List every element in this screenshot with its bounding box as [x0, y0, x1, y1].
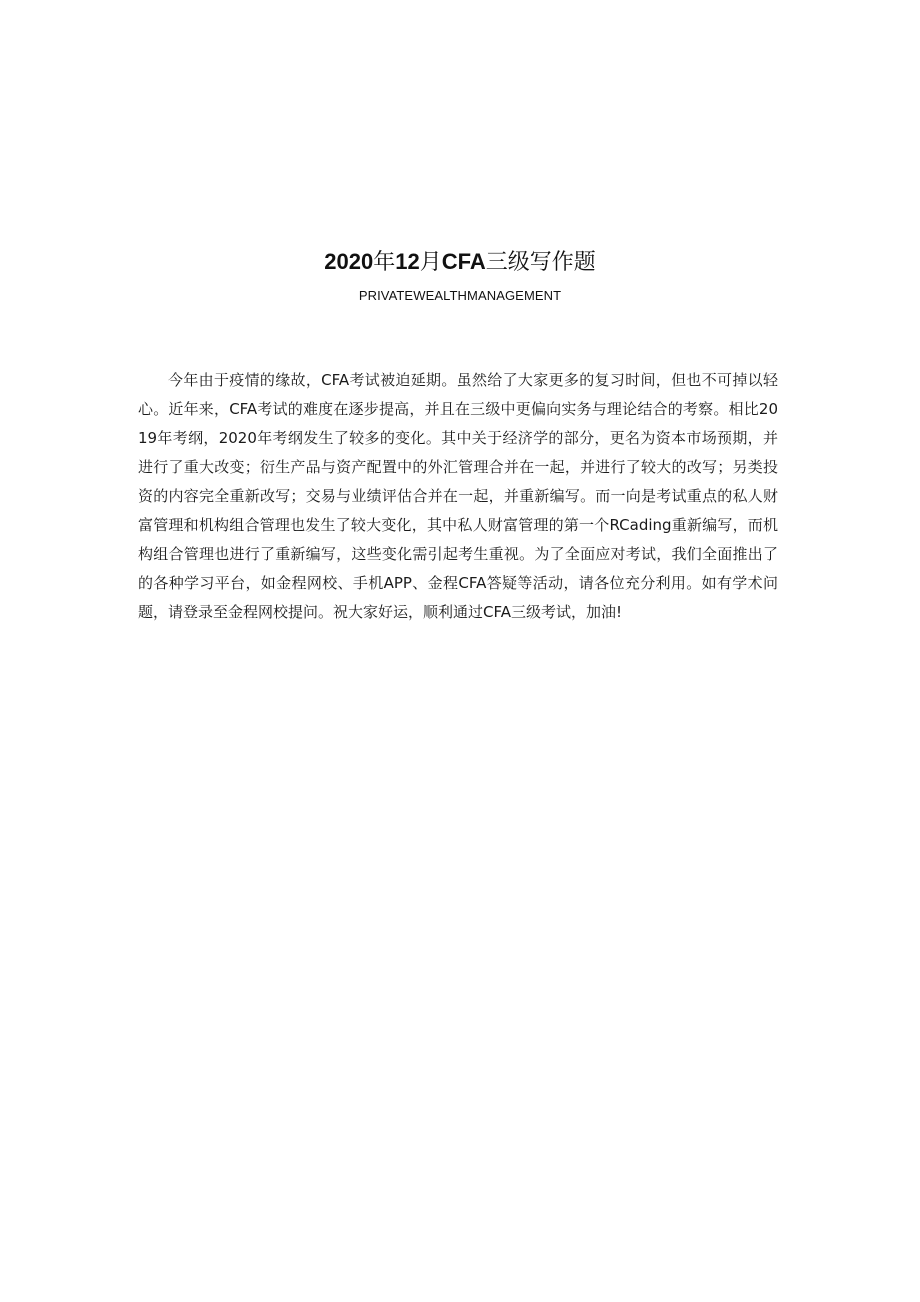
title-year-unit: 年 [373, 250, 396, 275]
title-rest: 三级写作题 [485, 250, 596, 275]
title-month-unit: 月 [419, 250, 442, 275]
title-year: 2020 [324, 249, 374, 274]
document-subtitle: PRIVATEWEALTHMANAGEMENT [358, 288, 562, 303]
document-title [0, 246, 920, 279]
body-paragraph: 今年由于疫情的缘故，CFA考试被迫延期。虽然给了大家更多的复习时间，但也不可掉以轻心。近年来，CFA考试的难度在逐步提高，并且在三级中更偏向实务与理论结合的考察。相比2019年考纲，2020年考纲发生了较多的变化。其中关于经济学的部分，更名为资本市场预期，并进行了重大改变；衍生产品与资产配置中的外汇管理合并在一起，并进行了较大的改写；另类投资的内容完全重新改写；交易与业绩评估合并在一起，并重新编写。而一向是考试重点的私人财富管理和机构组合管理也发生了较大变化，其中私人财富管理的第一个RCading重新编写，而机构组合管理也进行了重新编写，这些变化需引起考生重视。为了全面应对考试，我们全面推出了的各种学习平台，如金程网校、手机APP、金程CFA答疑等活动，请各位充分利用。如有学术问题，请登录至金程网校提问。祝大家好运，顺利通过CFA三级考试，加油! [138, 371, 778, 621]
title-month: 12 [395, 249, 420, 274]
title-exam: CFA [441, 249, 486, 274]
